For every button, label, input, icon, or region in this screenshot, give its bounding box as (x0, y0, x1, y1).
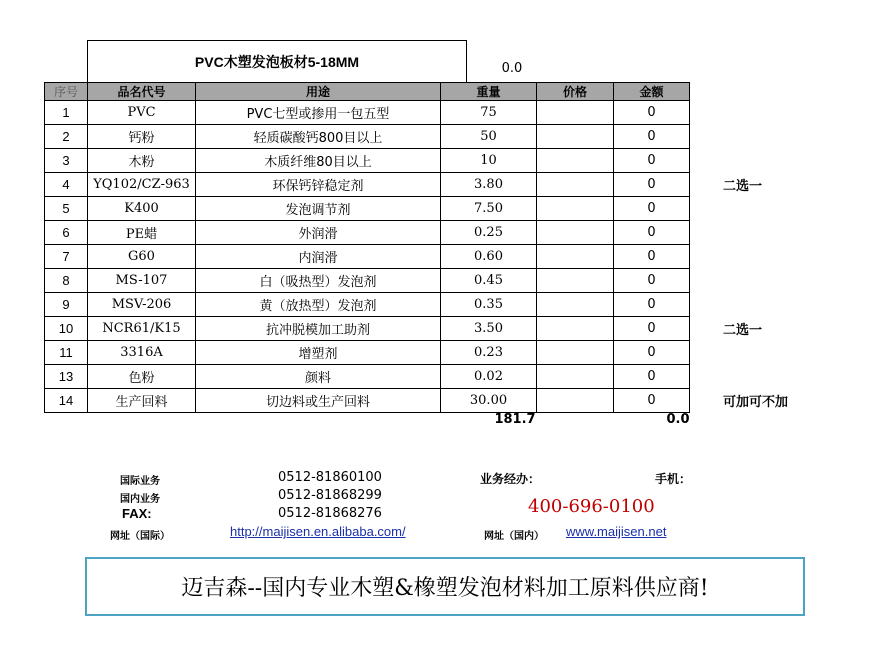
cell-price (537, 149, 614, 173)
table-row (45, 317, 690, 341)
cell-weight: 10 (441, 149, 537, 173)
fax-label: FAX: (122, 506, 152, 521)
sheet-title: PVC木塑发泡板材5-18MM (87, 40, 467, 82)
cell-code: PVC (88, 101, 196, 125)
cell-seq: 9 (45, 293, 88, 317)
cell-weight: 0.35 (441, 293, 537, 317)
cell-price (537, 317, 614, 341)
cell-price (537, 221, 614, 245)
cell-amount: 0 (614, 149, 690, 173)
cell-price (537, 293, 614, 317)
cell-seq: 2 (45, 125, 88, 149)
cell-code: G60 (88, 245, 196, 269)
table-row (45, 269, 690, 293)
intl-site-label: 网址（国际） (110, 531, 170, 542)
cell-code: 木粉 (88, 149, 196, 173)
header-code: 品名代号 (88, 83, 196, 101)
domestic-site-link[interactable]: www.maijisen.net (566, 524, 667, 539)
cell-seq: 6 (45, 221, 88, 245)
cell-usage: 增塑剂 (196, 341, 441, 365)
cell-price (537, 341, 614, 365)
fax-number: 0512-81868276 (278, 506, 382, 521)
note-row10: 二选一 (723, 323, 763, 338)
cell-usage: 环保钙锌稳定剂 (196, 173, 441, 197)
agent-label: 业务经办： (480, 472, 541, 486)
formula-table (44, 82, 690, 413)
cell-code: K400 (88, 197, 196, 221)
cell-weight: 0.02 (441, 365, 537, 389)
cell-weight: 0.25 (441, 221, 537, 245)
cell-amount: 0 (614, 197, 690, 221)
table-row (45, 293, 690, 317)
table-row (45, 173, 690, 197)
cell-seq: 10 (45, 317, 88, 341)
cell-price (537, 389, 614, 413)
cell-price (537, 101, 614, 125)
cell-weight: 30.00 (441, 389, 537, 413)
cell-code: NCR61/K15 (88, 317, 196, 341)
cell-seq: 14 (45, 389, 88, 413)
cell-amount: 0 (614, 245, 690, 269)
cell-seq: 11 (45, 341, 88, 365)
cell-weight: 3.80 (441, 173, 537, 197)
note-row14: 可加可不加 (723, 395, 789, 410)
table-row (45, 197, 690, 221)
header-weight: 重量 (441, 83, 537, 101)
table-row (45, 149, 690, 173)
cell-amount: 0 (614, 317, 690, 341)
cell-code: YQ102/CZ-963 (88, 173, 196, 197)
cell-seq: 3 (45, 149, 88, 173)
cell-weight: 50 (441, 125, 537, 149)
header-price: 价格 (537, 83, 614, 101)
total-weight: 181.7 (494, 412, 536, 427)
cell-weight: 0.45 (441, 269, 537, 293)
total-amount: 0.0 (666, 412, 690, 427)
header-usage: 用途 (196, 83, 441, 101)
cell-price (537, 125, 614, 149)
cell-code: 色粉 (88, 365, 196, 389)
company-banner: 迈吉森--国内专业木塑&橡塑发泡材料加工原料供应商! (85, 557, 805, 616)
cell-amount: 0 (614, 125, 690, 149)
cell-seq: 7 (45, 245, 88, 269)
cell-usage: 颜料 (196, 365, 441, 389)
table-row (45, 389, 690, 413)
cell-usage: 木质纤维80目以上 (196, 149, 441, 173)
cell-seq: 5 (45, 197, 88, 221)
table-row (45, 341, 690, 365)
hotline-number: 400-696-0100 (528, 496, 655, 517)
cell-usage: 黄（放热型）发泡剂 (196, 293, 441, 317)
domestic-phone: 0512-81868299 (278, 488, 382, 503)
table-row (45, 221, 690, 245)
cell-code: 3316A (88, 341, 196, 365)
cell-price (537, 245, 614, 269)
cell-seq: 13 (45, 365, 88, 389)
cell-seq: 8 (45, 269, 88, 293)
cell-weight: 7.50 (441, 197, 537, 221)
header-amount: 金额 (614, 83, 690, 101)
cell-seq: 4 (45, 173, 88, 197)
cell-amount: 0 (614, 341, 690, 365)
cell-usage: 外润滑 (196, 221, 441, 245)
cell-price (537, 365, 614, 389)
cell-code: 生产回料 (88, 389, 196, 413)
table-row (45, 125, 690, 149)
cell-amount: 0 (614, 389, 690, 413)
cell-weight: 3.50 (441, 317, 537, 341)
cell-weight: 75 (441, 101, 537, 125)
cell-amount: 0 (614, 101, 690, 125)
table-row (45, 365, 690, 389)
cell-price (537, 197, 614, 221)
cell-usage: 发泡调节剂 (196, 197, 441, 221)
table-row (45, 101, 690, 125)
cell-amount: 0 (614, 293, 690, 317)
mobile-label: 手机： (655, 472, 692, 486)
intl-site-link[interactable]: http://maijisen.en.alibaba.com/ (230, 524, 406, 539)
domestic-business-label: 国内业务 (120, 494, 160, 505)
cell-amount: 0 (614, 269, 690, 293)
table-row (45, 245, 690, 269)
intl-phone: 0512-81860100 (278, 470, 382, 485)
cell-usage: 轻质碳酸钙800目以上 (196, 125, 441, 149)
cell-usage: 内润滑 (196, 245, 441, 269)
note-row4: 二选一 (723, 179, 763, 194)
cell-usage: 抗冲脱模加工助剂 (196, 317, 441, 341)
cell-usage: 白（吸热型）发泡剂 (196, 269, 441, 293)
cell-price (537, 173, 614, 197)
cell-code: MSV-206 (88, 293, 196, 317)
cell-code: 钙粉 (88, 125, 196, 149)
cell-usage: 切边料或生产回料 (196, 389, 441, 413)
table-header-row (45, 83, 690, 101)
cell-weight: 0.60 (441, 245, 537, 269)
cell-usage: PVC七型或掺用一包五型 (196, 101, 441, 125)
intl-business-label: 国际业务 (120, 476, 160, 487)
domestic-site-label: 网址（国内） (484, 531, 544, 542)
header-seq: 序号 (45, 83, 88, 101)
cell-seq: 1 (45, 101, 88, 125)
cell-amount: 0 (614, 365, 690, 389)
cell-weight: 0.23 (441, 341, 537, 365)
cell-price (537, 269, 614, 293)
top-weight-value: 0.0 (501, 61, 523, 76)
cell-code: PE蜡 (88, 221, 196, 245)
cell-amount: 0 (614, 173, 690, 197)
cell-code: MS-107 (88, 269, 196, 293)
cell-amount: 0 (614, 221, 690, 245)
